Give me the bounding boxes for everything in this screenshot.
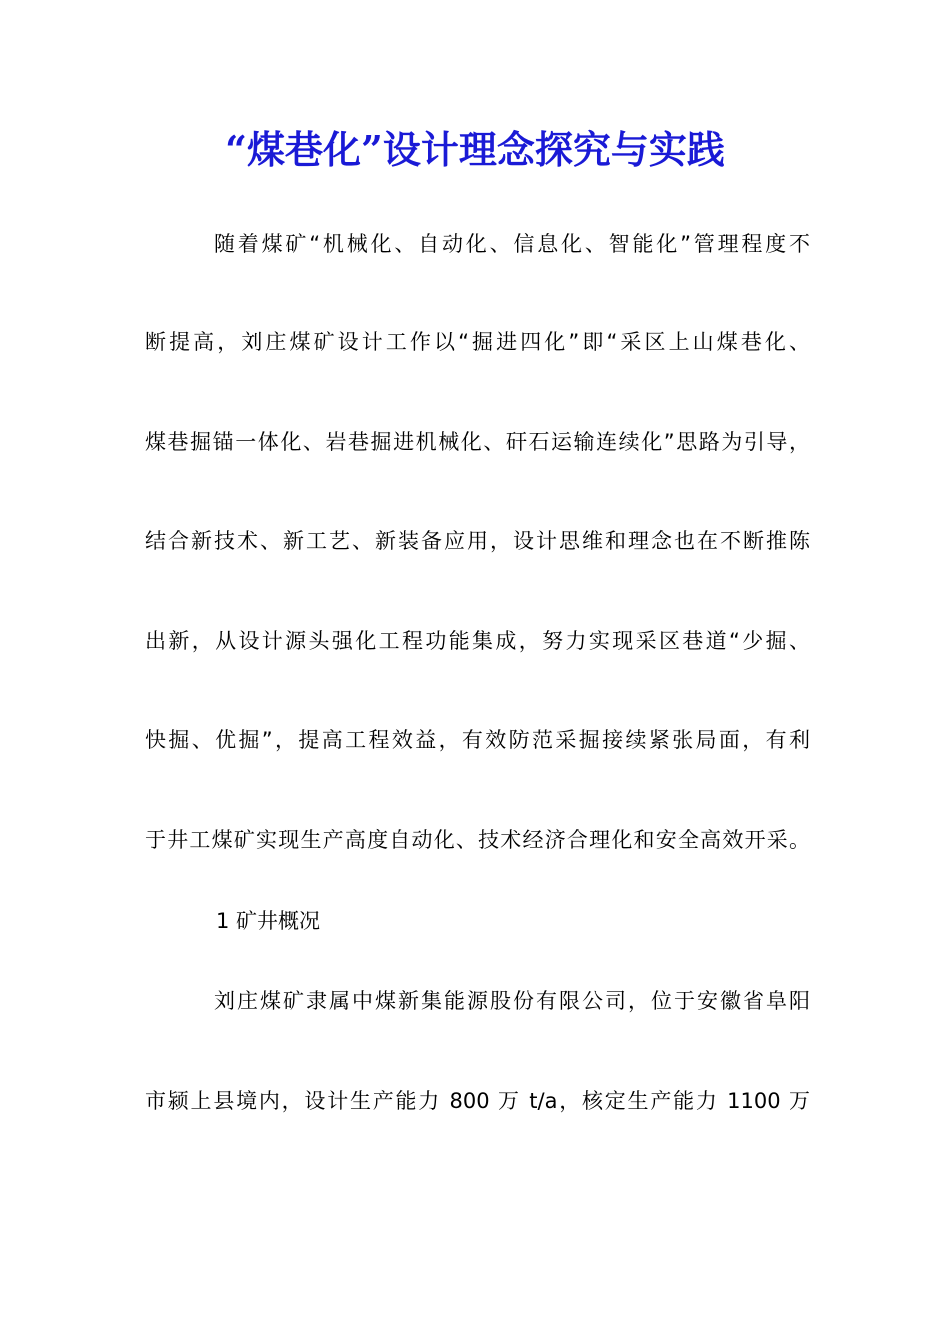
paragraph-2-line-2: 市颍上县境内，设计生产能力 800 万 t/a，核定生产能力 1100 万 [145,1089,810,1113]
paragraph-1-line-3: 煤巷掘锚一体化、岩巷掘进机械化、矸石运输连续化”思路为引导， [145,430,810,454]
paragraph-1-line-2: 断提高，刘庄煤矿设计工作以“掘进四化”即“采区上山煤巷化、 [145,330,810,354]
paragraph-1-line-5: 出新，从设计源头强化工程功能集成，努力实现采区巷道“少掘、 [145,629,810,653]
document-title: “煤巷化”设计理念探究与实践 [225,127,725,172]
paragraph-1-line-1: 随着煤矿“机械化、自动化、信息化、智能化”管理程度不 [214,232,810,256]
paragraph-1-line-4: 结合新技术、新工艺、新装备应用，设计思维和理念也在不断推陈 [145,529,810,553]
paragraph-1-line-7: 于井工煤矿实现生产高度自动化、技术经济合理化和安全高效开采。 [145,828,810,852]
section-1-heading: 1 矿井概况 [216,909,321,933]
paragraph-1-line-6: 快掘、优掘”，提高工程效益，有效防范采掘接续紧张局面，有利 [145,728,810,752]
paragraph-2-line-1: 刘庄煤矿隶属中煤新集能源股份有限公司，位于安徽省阜阳 [214,989,810,1013]
